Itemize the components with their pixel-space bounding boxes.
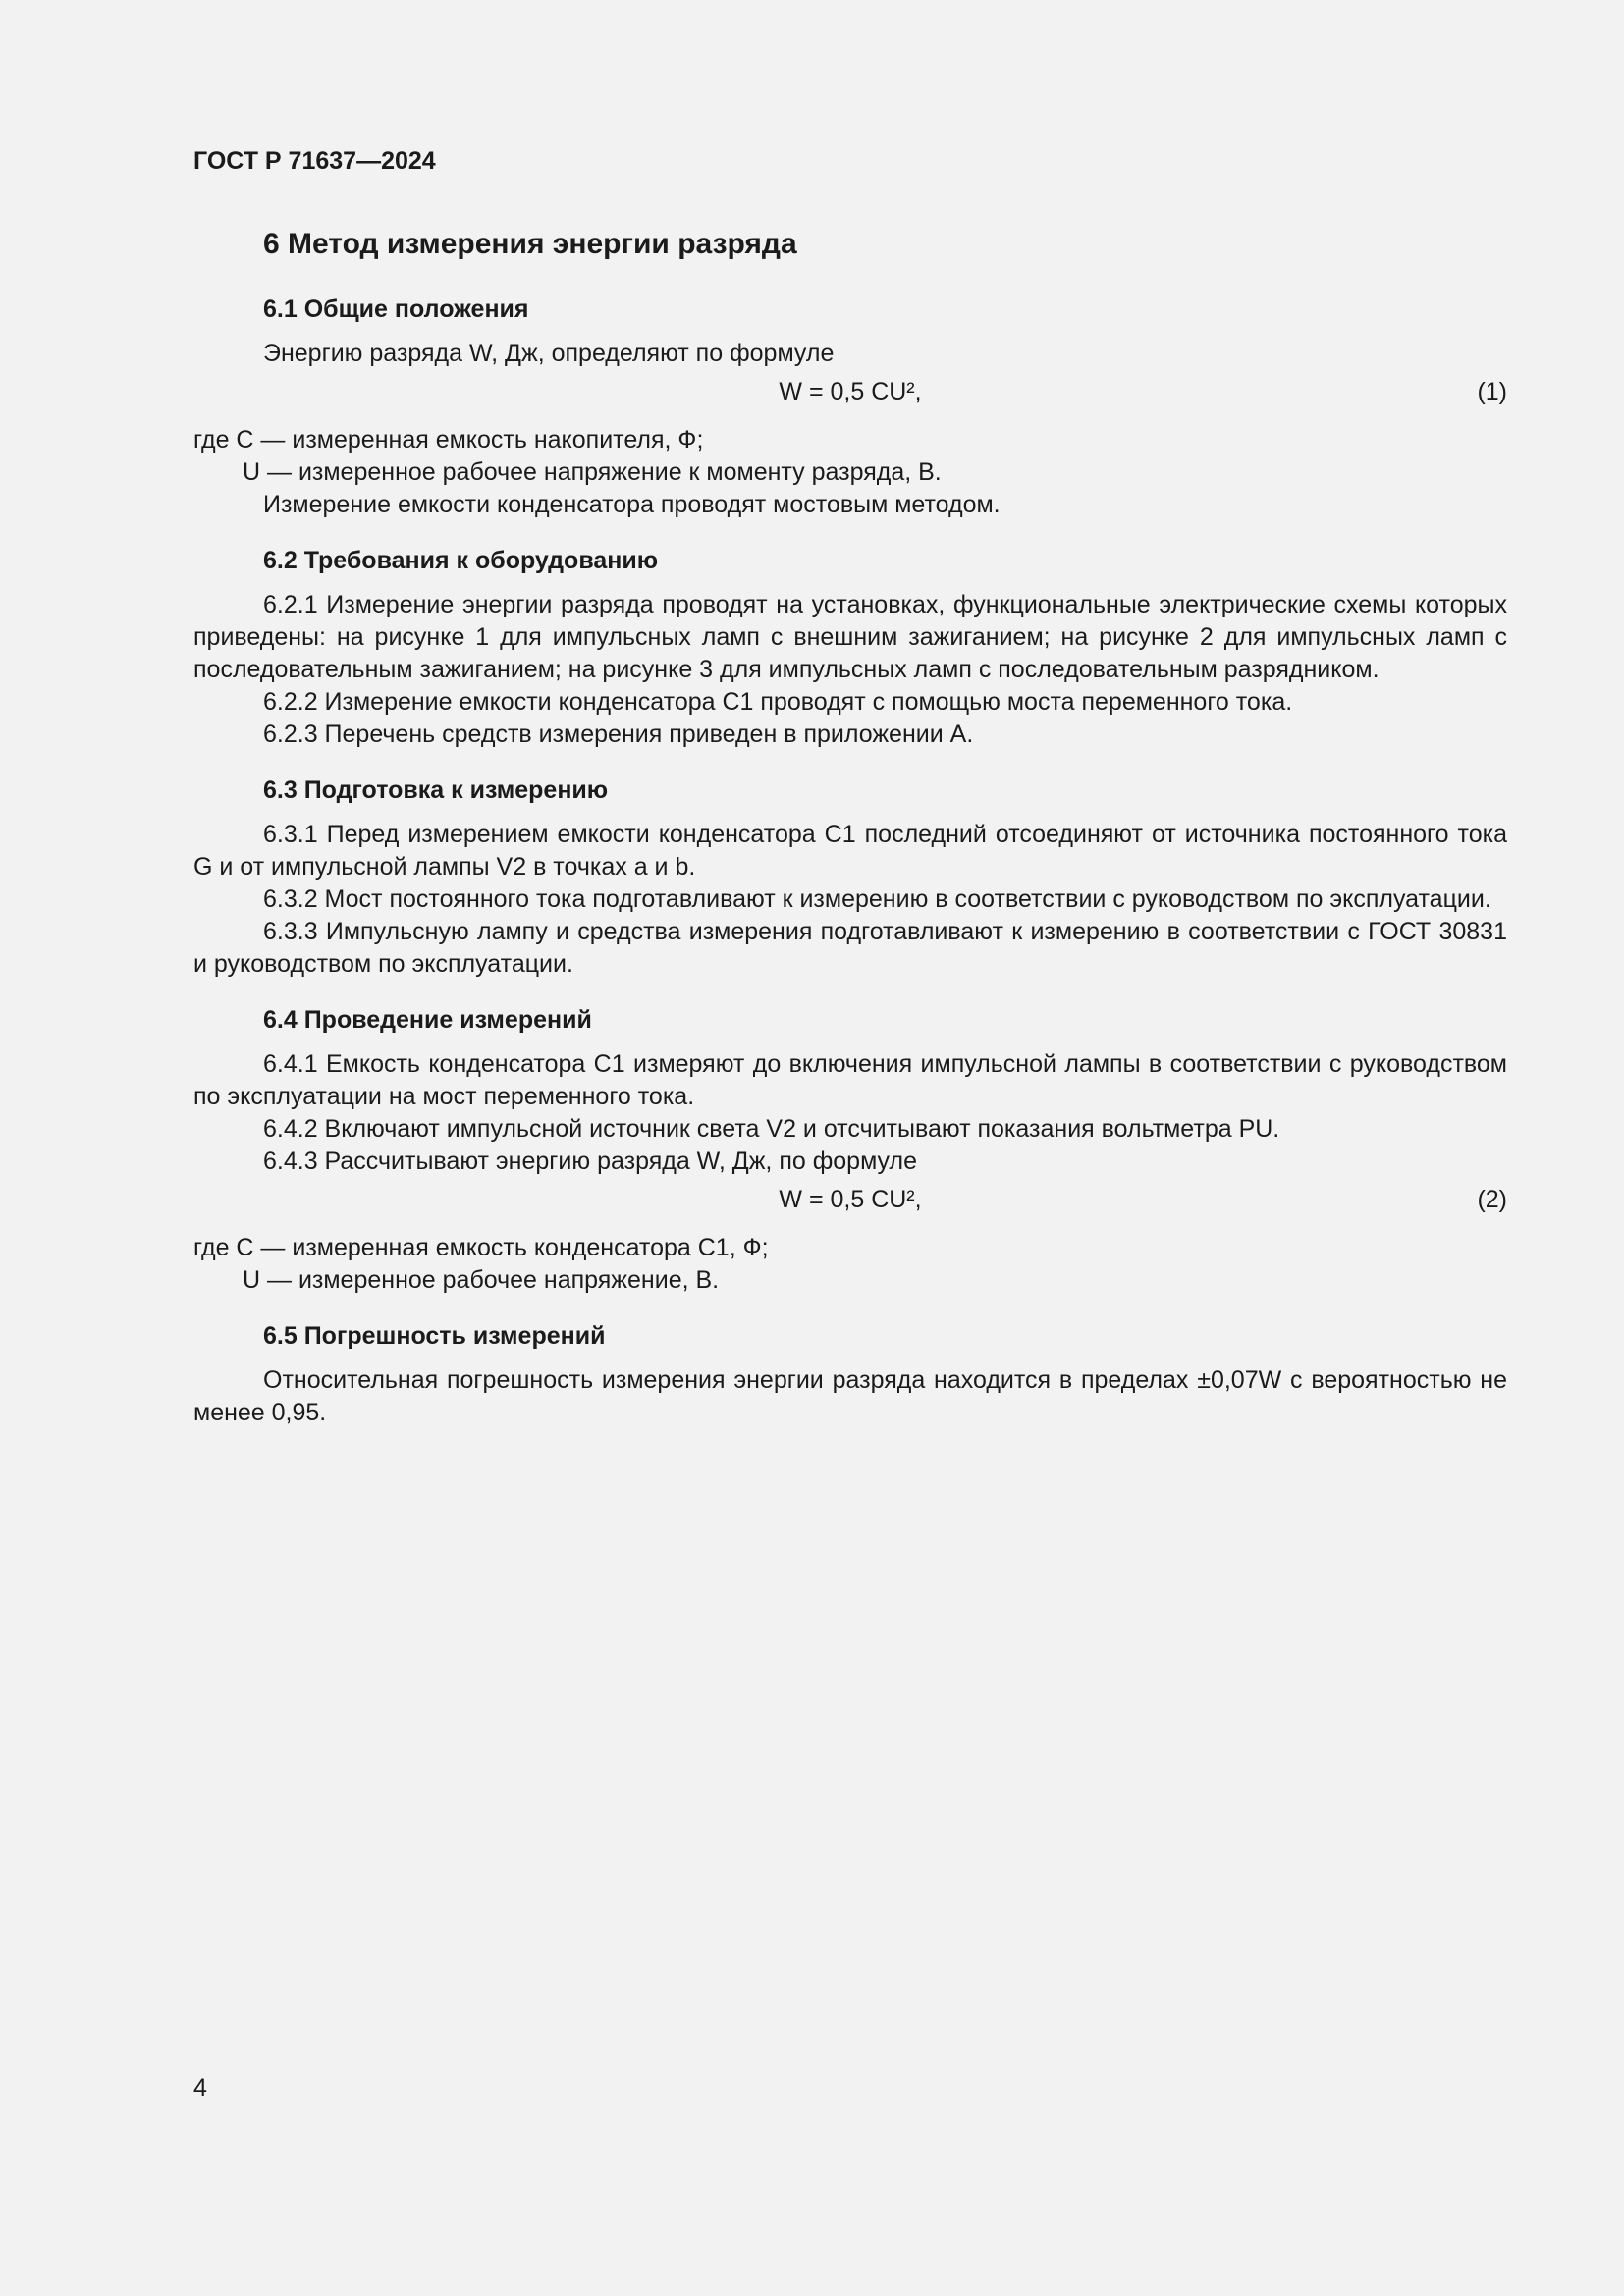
paragraph-6-5: Относительная погрешность измерения энергии разряда находится в пределах ±0,07W с вероятностью не менее 0,95. [193, 1366, 1507, 1426]
subsection-title-6-4: 6.4 Проведение измерений [263, 1006, 592, 1034]
subsection-title-6-1: 6.1 Общие положения [263, 295, 529, 323]
where-c-1: где C — измеренная емкость накопителя, Ф; [193, 426, 704, 454]
paragraph-6-2-1: 6.2.1 Измерение энергии разряда проводят на установках, функциональные электрические схемы которых приведены: на рисунке 1 для импульсных ламп с внешним зажиганием; на рисунке 2 для импульсных ламп с последовательным зажиганием; на рисунке 3 для импульсных ламп с последовательным разрядником. [193, 591, 1507, 683]
paragraph-6-3-2: 6.3.2 Мост постоянного тока подготавливают к измерению в соответствии с руководством по эксплуатации. [263, 885, 1491, 913]
document-code-header: ГОСТ Р 71637—2024 [193, 147, 436, 175]
formula-1-number: (1) [1477, 378, 1507, 405]
formula-2-expression: W = 0,5 CU², [779, 1186, 922, 1213]
paragraph-6-4-1: 6.4.1 Емкость конденсатора С1 измеряют до включения импульсной лампы в соответствии с руководством по эксплуатации на мост переменного тока. [193, 1050, 1507, 1110]
paragraph-6-2-3: 6.2.3 Перечень средств измерения приведен в приложении А. [263, 721, 974, 748]
paragraph-6-4-3: 6.4.3 Рассчитывают энергию разряда W, Дж, по формуле [263, 1148, 917, 1175]
formula-2 [193, 1181, 1507, 1218]
where-u-1: U — измеренное рабочее напряжение к моменту разряда, В. [243, 458, 942, 486]
page-number: 4 [193, 2074, 207, 2102]
paragraph-6-3-1: 6.3.1 Перед измерением емкости конденсатора С1 последний отсоединяют от источника постоянного тока G и от импульсной лампы V2 в точках a и b. [193, 821, 1507, 881]
section-title: 6 Метод измерения энергии разряда [263, 228, 797, 260]
paragraph-6-4-2: 6.4.2 Включают импульсной источник света V2 и отсчитывают показания вольтметра PU. [263, 1115, 1280, 1143]
subsection-title-6-5: 6.5 Погрешность измерений [263, 1322, 606, 1350]
where-u-2: U — измеренное рабочее напряжение, В. [243, 1266, 720, 1294]
subsection-title-6-3: 6.3 Подготовка к измерению [263, 776, 609, 804]
paragraph-6-3-3: 6.3.3 Импульсную лампу и средства измерения подготавливают к измерению в соответствии с ГОСТ 30831 и руководством по эксплуатации. [193, 918, 1507, 978]
document-body [193, 222, 1507, 1429]
formula-1-expression: W = 0,5 CU², [779, 378, 922, 405]
formula-1 [193, 373, 1507, 410]
formula-2-number: (2) [1477, 1186, 1507, 1213]
where-c-2: где C — измеренная емкость конденсатора С1, Ф; [193, 1234, 769, 1261]
paragraph-6-1-note: Измерение емкости конденсатора проводят мостовым методом. [263, 491, 1001, 518]
paragraph-6-2-2: 6.2.2 Измерение емкости конденсатора С1 проводят с помощью моста переменного тока. [263, 688, 1293, 716]
subsection-title-6-2: 6.2 Требования к оборудованию [263, 547, 659, 574]
paragraph-6-1-intro: Энергию разряда W, Дж, определяют по формуле [263, 340, 835, 367]
